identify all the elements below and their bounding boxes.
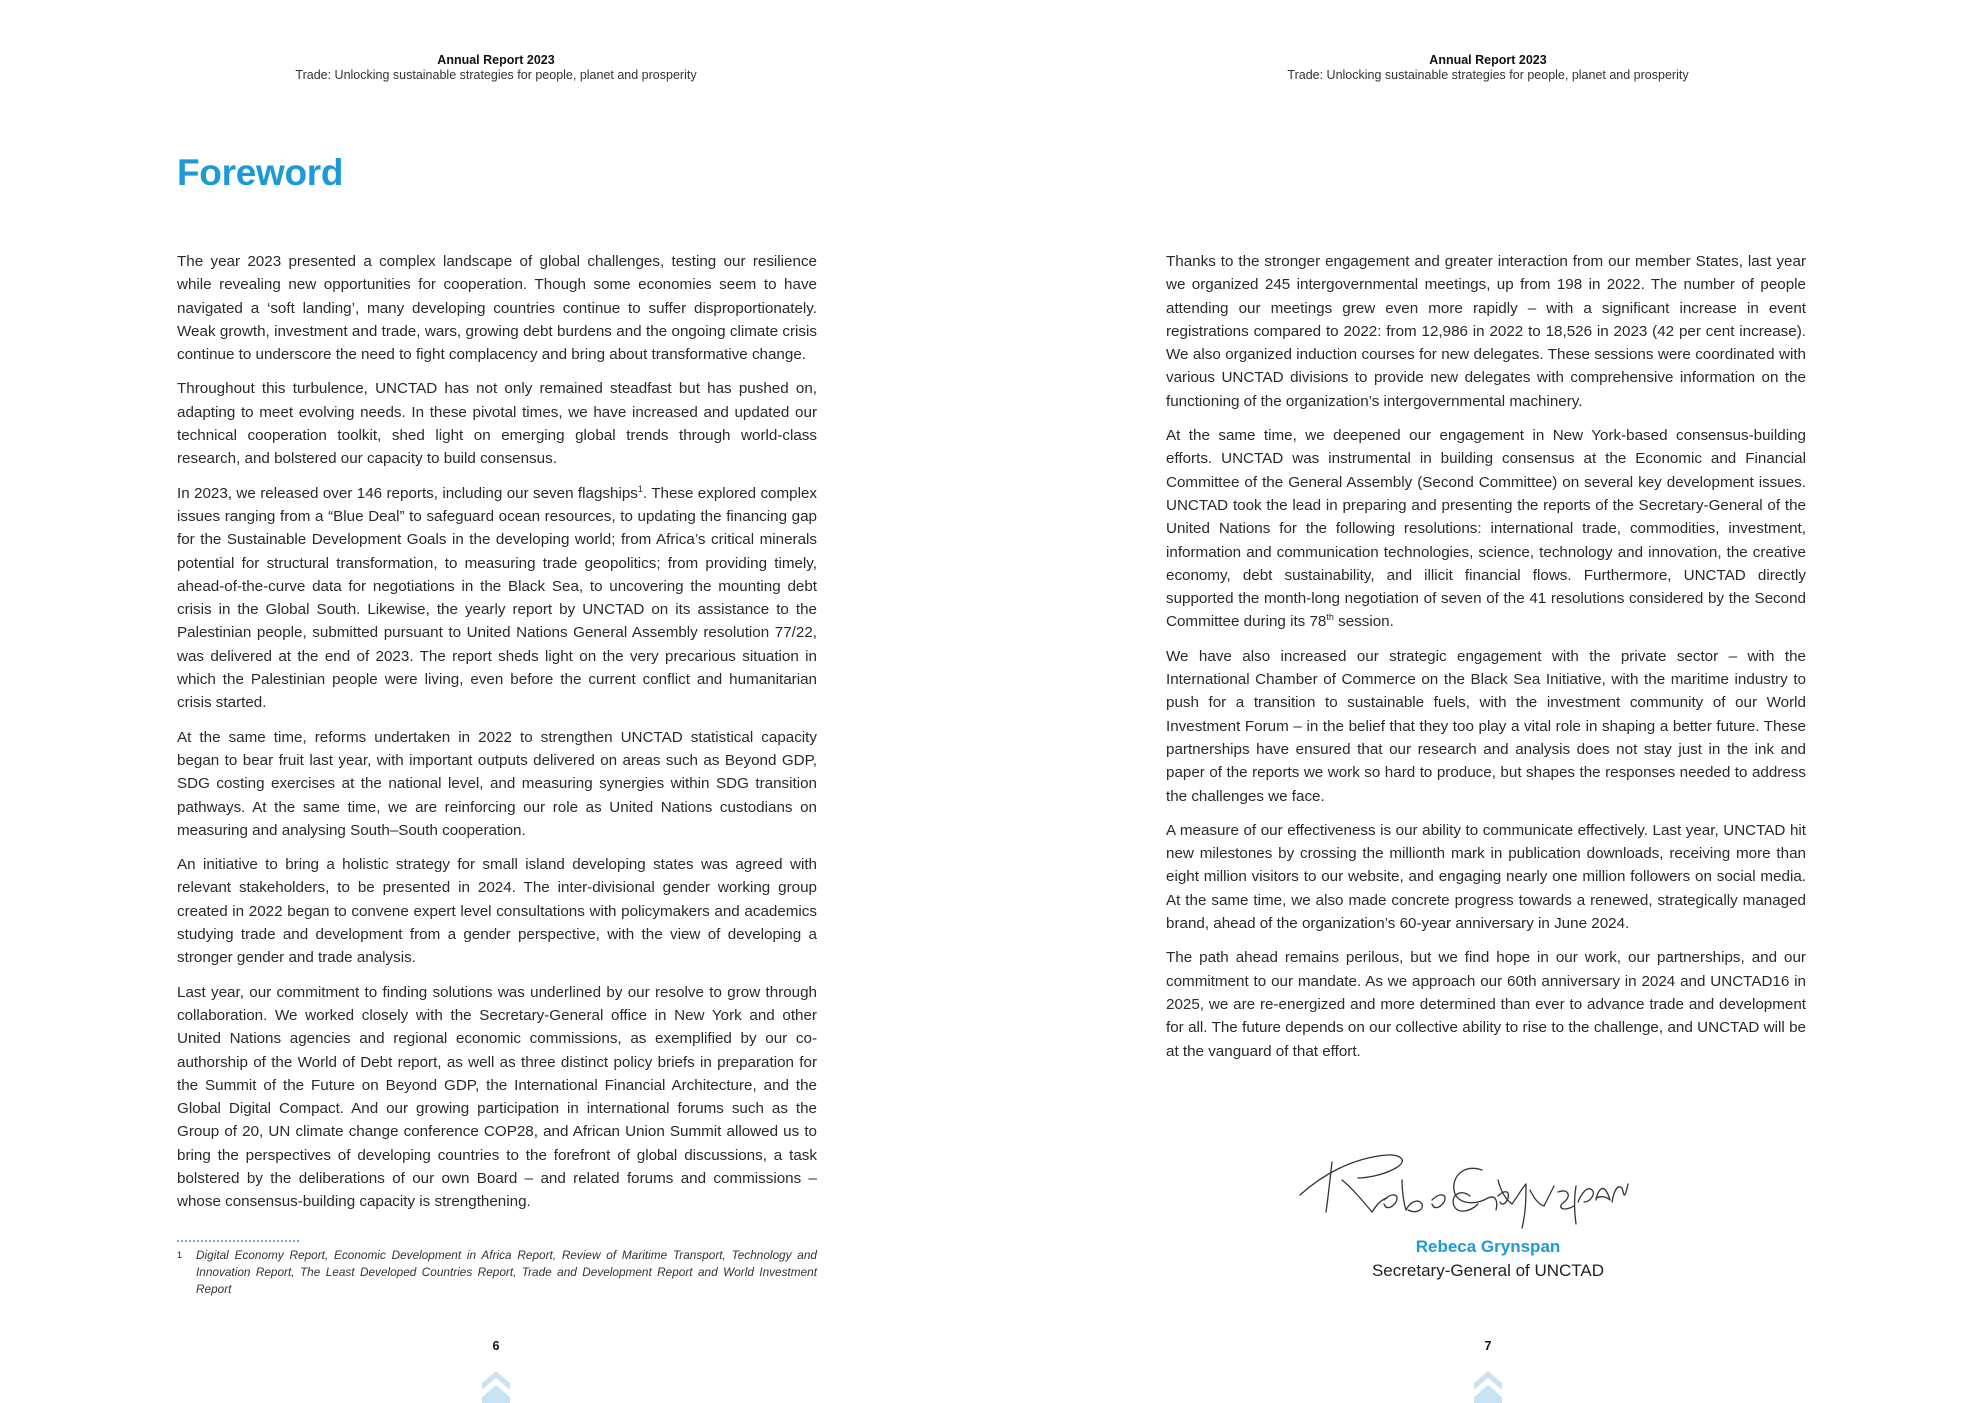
text-run: . These explored complex issues ranging from a “Blue Deal” to safeguard ocean resources, to updating the financing gap for the Sustainable Development Goals in the developing world; from Africa’s critical minerals potential for structural transformation, to measuring trade geopolitics; from providing timely, ahead-of-the-curve data for negotiations in the Black Sea, to uncovering the mounting debt crisis in the Global South. Likewise, the yearly report by UNCTAD on its assistance to the Palestinian people, submitted pursuant to United Nations General Assembly resolution 77/22, was delivered at the end of 2023. The report sheds light on the very precarious situation in which the Palestinian people were living, even before the current conflict and humanitarian crisis started.	[177, 484, 817, 712]
running-header	[0, 53, 992, 83]
text-run: At the same time, we deepened our engagement in New York-based consensus-building efforts. UNCTAD was instrumental in building consensus at the Economic and Financial Committee of the General Assembly (Second Committee) on several key development issues. UNCTAD took the lead in preparing and presenting the reports of the Secretary-General of the United Nations for the following resolutions: international trade, commodities, investment, information and communication technologies, science, technology and innovation, the creative economy, debt sustainability, and illicit financial flows. Furthermore, UNCTAD directly supported the month-long negotiation of seven of the 41 resolutions considered by the Second Committee during its 78	[1166, 427, 1806, 631]
paragraph: Throughout this turbulence, UNCTAD has not only remained steadfast but has pushed on, adapting to meet evolving needs. In these pivotal times, we have increased and updated our technical cooperation toolkit, shed light on emerging global trends through world-class research, and bolstered our capacity to build consensus.	[177, 380, 817, 468]
paragraph: At the same time, reforms undertaken in 2022 to strengthen UNCTAD statistical capacity began to bear fruit last year, with important outputs delivered on areas such as Beyond GDP, SDG costing exercises at the national level, and measuring synergies within SDG transition pathways. At the same time, we are reinforcing our role as United Nations custodians on measuring and analysing South–South cooperation.	[177, 728, 817, 839]
page-number: 6	[492, 1339, 500, 1353]
chevron-up-icon[interactable]	[1472, 1366, 1504, 1403]
footnote-divider	[177, 1240, 299, 1242]
body-text-right	[1166, 250, 1806, 1074]
report-title: Annual Report 2023	[437, 53, 555, 67]
paragraph: The year 2023 presented a complex landscape of global challenges, testing our resilience while revealing new opportunities for cooperation. Though some economies seem to have navigated a ‘soft landing’, many developing countries continue to suffer disproportionately. Weak growth, investment and trade, wars, growing debt burdens and the ongoing climate crisis continue to underscore the need to fight complacency and bring about transformative change.	[177, 253, 817, 364]
paragraph: Thanks to the stronger engagement and greater interaction from our member States, last year we organized 245 intergovernmental meetings, up from 198 in 2022. The number of people attending our meetings grew even more rapidly – with a significant increase in event registrations compared to 2022: from 12,986 in 2022 to 18,526 in 2023 (42 per cent increase). We also organized induction courses for new delegates. These sessions were coordinated with various UNCTAD divisions to provide new delegates with comprehensive information on the functioning of the organization’s intergovernmental machinery.	[1166, 253, 1806, 410]
body-text-left	[177, 250, 817, 1225]
chevron-up-icon[interactable]	[480, 1366, 512, 1403]
signatory-block	[992, 1235, 1984, 1283]
report-subtitle: Trade: Unlocking sustainable strategies for people, planet and prosperity	[295, 68, 697, 82]
handwritten-signature	[1292, 1140, 1632, 1235]
paragraph	[177, 482, 817, 715]
text-run: In 2023, we released over 146 reports, including our seven flagships	[177, 484, 638, 502]
paragraph: Last year, our commitment to finding solutions was underlined by our resolve to grow through collaboration. We worked closely with the Secretary-General office in New York and other United Nations agencies and regional economic commissions, as exemplified by our co-authorship of the World of Debt report, as well as three distinct policy briefs in preparation for the Summit of the Future on Beyond GDP, the International Financial Architecture, and the Global Digital Compact. And our growing participation in international forums such as the Group of 20, UN climate change conference COP28, and African Union Summit allowed us to bring the perspectives of developing countries to the forefront of global discussions, a task bolstered by the deliberations of our own Board – and related forums and commissions – whose consensus-building capacity is strengthening.	[177, 983, 817, 1211]
running-header	[992, 53, 1984, 83]
page-number: 7	[1484, 1339, 1492, 1353]
ordinal-suffix: th	[1326, 612, 1334, 623]
report-subtitle: Trade: Unlocking sustainable strategies for people, planet and prosperity	[1287, 68, 1689, 82]
page-title: Foreword	[177, 152, 344, 193]
footnote	[177, 1247, 817, 1298]
paragraph: The path ahead remains perilous, but we find hope in our work, our partnerships, and our commitment to our mandate. As we approach our 60th anniversary in 2024 and UNCTAD16 in 2025, we are re-energized and more determined than ever to advance trade and development for all. The future depends on our collective ability to rise to the challenge, and UNCTAD will be at the vanguard of that effort.	[1166, 949, 1806, 1060]
paragraph	[1166, 424, 1806, 634]
footnote-text: Digital Economy Report, Economic Development in Africa Report, Review of Maritime Transport, Technology and Innovation Report, The Least Developed Countries Report, Trade and Development Report and World Investment Report	[196, 1248, 817, 1296]
paragraph: We have also increased our strategic engagement with the private sector – with the International Chamber of Commerce on the Black Sea Initiative, with the maritime industry to push for a transition to sustainable fuels, with the investment community of our World Investment Forum – in the belief that they too play a vital role in shaping a better future. These partnerships have ensured that our research and analysis does not stay just in the ink and paper of the reports we work so hard to produce, but shapes the responses needed to address the challenges we face.	[1166, 647, 1806, 805]
footnote-number: 1	[177, 1250, 183, 1260]
footnote-ref[interactable]: 1	[637, 483, 643, 494]
right-page	[992, 0, 1984, 1403]
signatory-title: Secretary-General of UNCTAD	[1371, 1261, 1605, 1280]
text-run: session.	[1333, 613, 1394, 631]
signatory-name: Rebeca Grynspan	[1415, 1237, 1561, 1256]
paragraph: An initiative to bring a holistic strategy for small island developing states was agreed with relevant stakeholders, to be presented in 2024. The inter-divisional gender working group created in 2022 began to convene expert level consultations with policymakers and academics studying trade and development from a gender perspective, with the view of developing a stronger gender and trade analysis.	[177, 856, 817, 967]
paragraph: A measure of our effectiveness is our ability to communicate effectively. Last year, UNCTAD hit new milestones by crossing the millionth mark in publication downloads, receiving more than eight million visitors to our website, and engaging nearly one million followers on social media. At the same time, we also made concrete progress towards a renewed, strategically managed brand, ahead of the organization’s 60-year anniversary in June 2024.	[1166, 821, 1806, 933]
report-title: Annual Report 2023	[1429, 53, 1547, 67]
